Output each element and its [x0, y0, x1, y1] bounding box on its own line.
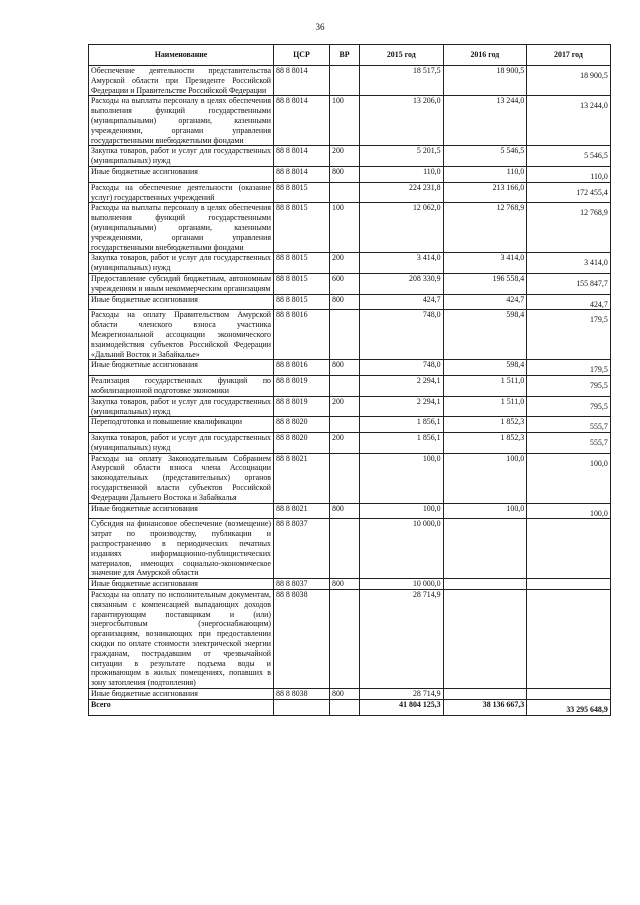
row-2016-cell: 1 511,0 [443, 376, 527, 397]
row-vr-cell [330, 182, 360, 203]
row-2015-cell: 10 000,0 [360, 519, 444, 579]
row-vr-cell: 100 [330, 203, 360, 253]
row-2017-cell [527, 689, 611, 700]
row-2016-cell [443, 519, 527, 579]
row-name-cell: Обеспечение деятельности представительства Амурской области при Президенте Российской Федерации и Правительстве Российской Федерации [89, 66, 274, 96]
row-2016-cell: 12 768,9 [443, 203, 527, 253]
row-csr-cell: 88 8 8014 [274, 166, 330, 182]
row-name-cell: Иные бюджетные ассигнования [89, 166, 274, 182]
table-row [89, 433, 611, 454]
row-2017-cell: 100,0 [527, 503, 611, 519]
row-2015-cell: 424,7 [360, 294, 444, 310]
table-row [89, 417, 611, 433]
row-csr-cell: 88 8 8014 [274, 96, 330, 146]
row-name-cell: Закупка товаров, работ и услуг для государственных (муниципальных) нужд [89, 396, 274, 417]
row-csr-cell: 88 8 8015 [274, 253, 330, 274]
row-vr-cell: 600 [330, 273, 360, 294]
row-vr-cell: 800 [330, 360, 360, 376]
row-vr-cell: 800 [330, 579, 360, 590]
row-2015-cell: 1 856,1 [360, 433, 444, 454]
row-name-cell: Предоставление субсидий бюджетным, автономным учреждениям и иным некоммерческим организациям [89, 273, 274, 294]
row-name-cell: Расходы на выплаты персоналу в целях обеспечения выполнения функций государственными (муниципальными) органами, казенными учреждениями, органами управления государственными внебюджетными фондами [89, 203, 274, 253]
table-row [89, 503, 611, 519]
row-2017-cell: 155 847,7 [527, 273, 611, 294]
row-vr-cell: 200 [330, 253, 360, 274]
row-2015-cell: 2 294,1 [360, 396, 444, 417]
row-2016-cell: 110,0 [443, 166, 527, 182]
row-2017-cell: 555,7 [527, 433, 611, 454]
row-2016-cell: 18 900,5 [443, 66, 527, 96]
table-row [89, 360, 611, 376]
row-name-cell: Реализация государственных функций по мобилизационной подготовке экономики [89, 376, 274, 397]
row-vr-cell: 800 [330, 689, 360, 700]
row-2015-cell: 748,0 [360, 360, 444, 376]
row-2017-cell [527, 579, 611, 590]
row-2017-cell: 110,0 [527, 166, 611, 182]
table-row [89, 66, 611, 96]
row-name-cell: Закупка товаров, работ и услуг для государственных (муниципальных) нужд [89, 253, 274, 274]
row-csr-cell: 88 8 8015 [274, 203, 330, 253]
row-2017-cell: 172 455,4 [527, 182, 611, 203]
row-name-cell: Иные бюджетные ассигнования [89, 360, 274, 376]
row-csr-cell: 88 8 8015 [274, 294, 330, 310]
table-row [89, 590, 611, 689]
row-csr-cell: 88 8 8037 [274, 519, 330, 579]
table-row [89, 453, 611, 503]
table-row [89, 203, 611, 253]
row-name-cell: Иные бюджетные ассигнования [89, 294, 274, 310]
row-2016-cell [443, 689, 527, 700]
row-2017-cell: 18 900,5 [527, 66, 611, 96]
row-csr-cell: 88 8 8014 [274, 146, 330, 167]
row-2017-cell: 100,0 [527, 453, 611, 503]
row-vr-cell [330, 66, 360, 96]
row-vr-cell [330, 453, 360, 503]
row-csr-cell: 88 8 8021 [274, 453, 330, 503]
row-csr-cell: 88 8 8015 [274, 273, 330, 294]
row-2016-cell [443, 590, 527, 689]
header-2016: 2016 год [443, 45, 527, 66]
row-2015-cell: 110,0 [360, 166, 444, 182]
table-row [89, 182, 611, 203]
row-csr-cell: 88 8 8014 [274, 66, 330, 96]
row-2015-cell: 28 714,9 [360, 689, 444, 700]
row-2017-cell: 13 244,0 [527, 96, 611, 146]
row-name-cell: Закупка товаров, работ и услуг для государственных (муниципальных) нужд [89, 433, 274, 454]
row-2015-cell: 18 517,5 [360, 66, 444, 96]
row-csr-cell: 88 8 8038 [274, 590, 330, 689]
row-name-cell: Расходы на оплату Законодательным Собранием Амурской области взноса члена Ассоциации законодательных (представительных) органов государственной власти субъектов Российской Федерации Дальнего Востока и Забайкалья [89, 453, 274, 503]
row-csr-cell: 88 8 8016 [274, 360, 330, 376]
row-csr-cell [274, 699, 330, 715]
row-name-cell: Расходы на обеспечение деятельности (оказание услуг) государственных учреждений [89, 182, 274, 203]
row-2016-cell: 100,0 [443, 503, 527, 519]
row-2016-cell: 598,4 [443, 310, 527, 360]
table-row [89, 310, 611, 360]
header-2015: 2015 год [360, 45, 444, 66]
row-vr-cell [330, 519, 360, 579]
row-vr-cell: 100 [330, 96, 360, 146]
row-2016-cell: 1 852,3 [443, 433, 527, 454]
row-2015-cell: 100,0 [360, 503, 444, 519]
row-csr-cell: 88 8 8015 [274, 182, 330, 203]
row-2016-cell: 13 244,0 [443, 96, 527, 146]
row-name-cell: Всего [89, 699, 274, 715]
table-row [89, 166, 611, 182]
row-name-cell: Субсидия на финансовое обеспечение (возмещение) затрат по производству, публикации и распространению в периодических печатных изданиях информационно-публицистических материалов, имеющих социально-экономическое значение для Амурской области [89, 519, 274, 579]
row-name-cell: Переподготовка и повышение квалификации [89, 417, 274, 433]
row-2016-cell: 424,7 [443, 294, 527, 310]
header-csr: ЦСР [274, 45, 330, 66]
table-row [89, 519, 611, 579]
row-2017-cell: 795,5 [527, 376, 611, 397]
row-2017-cell: 33 295 648,9 [527, 699, 611, 715]
table-row [89, 146, 611, 167]
row-vr-cell [330, 376, 360, 397]
header-name: Наименование [89, 45, 274, 66]
row-vr-cell [330, 417, 360, 433]
header-2017: 2017 год [527, 45, 611, 66]
row-name-cell: Иные бюджетные ассигнования [89, 503, 274, 519]
row-2016-cell: 5 546,5 [443, 146, 527, 167]
row-vr-cell: 200 [330, 396, 360, 417]
row-name-cell: Расходы на оплату Правительством Амурской области членского взноса участника Межрегиональной ассоциации экономического взаимодействия субъектов Российской Федерации «Дальний Восток и Забайкалье» [89, 310, 274, 360]
header-row [89, 45, 611, 66]
table-row [89, 253, 611, 274]
table-row [89, 294, 611, 310]
row-csr-cell: 88 8 8019 [274, 376, 330, 397]
row-2015-cell: 2 294,1 [360, 376, 444, 397]
row-csr-cell: 88 8 8020 [274, 417, 330, 433]
budget-table [88, 44, 611, 716]
row-name-cell: Закупка товаров, работ и услуг для государственных (муниципальных) нужд [89, 146, 274, 167]
row-2017-cell: 424,7 [527, 294, 611, 310]
row-2015-cell: 13 206,0 [360, 96, 444, 146]
header-vr: ВР [330, 45, 360, 66]
row-2015-cell: 41 804 125,3 [360, 699, 444, 715]
row-2016-cell: 100,0 [443, 453, 527, 503]
row-2016-cell: 598,4 [443, 360, 527, 376]
row-2016-cell [443, 579, 527, 590]
row-vr-cell: 200 [330, 433, 360, 454]
row-csr-cell: 88 8 8021 [274, 503, 330, 519]
row-vr-cell: 200 [330, 146, 360, 167]
row-2017-cell: 5 546,5 [527, 146, 611, 167]
row-name-cell: Расходы на выплаты персоналу в целях обеспечения выполнения функций государственными (муниципальными) органами, казенными учреждениями, органами управления государственными внебюджетными фондами [89, 96, 274, 146]
page-number: 36 [315, 22, 325, 32]
row-2015-cell: 208 330,9 [360, 273, 444, 294]
row-name-cell: Расходы на оплату по исполнительным документам, связанным с компенсацией выпадающих доходов гарантирующим поставщикам и (или) энергосбытовым (энергоснабжающим) организациям, возникающих при предоставлении скидки по оплате стоимости электрической энергии гражданам, пострадавшим от чрезвычайной ситуации в результате подъема воды и проживающим в жилых помещениях, попавших в зону затопления (подтопления) [89, 590, 274, 689]
row-vr-cell: 800 [330, 166, 360, 182]
row-csr-cell: 88 8 8020 [274, 433, 330, 454]
row-2015-cell: 1 856,1 [360, 417, 444, 433]
row-2015-cell: 3 414,0 [360, 253, 444, 274]
row-vr-cell [330, 310, 360, 360]
row-2017-cell: 12 768,9 [527, 203, 611, 253]
row-vr-cell [330, 590, 360, 689]
row-2015-cell: 748,0 [360, 310, 444, 360]
row-2016-cell: 3 414,0 [443, 253, 527, 274]
row-2017-cell [527, 590, 611, 689]
row-2015-cell: 28 714,9 [360, 590, 444, 689]
row-vr-cell [330, 699, 360, 715]
row-csr-cell: 88 8 8016 [274, 310, 330, 360]
table-row [89, 689, 611, 700]
row-2016-cell: 1 852,3 [443, 417, 527, 433]
row-name-cell: Иные бюджетные ассигнования [89, 579, 274, 590]
table-row [89, 376, 611, 397]
row-2017-cell: 795,5 [527, 396, 611, 417]
row-2017-cell: 179,5 [527, 310, 611, 360]
row-vr-cell: 800 [330, 503, 360, 519]
row-2016-cell: 38 136 667,3 [443, 699, 527, 715]
row-2017-cell: 179,5 [527, 360, 611, 376]
row-2017-cell: 555,7 [527, 417, 611, 433]
table-row [89, 96, 611, 146]
row-name-cell: Иные бюджетные ассигнования [89, 689, 274, 700]
row-2015-cell: 100,0 [360, 453, 444, 503]
row-2017-cell [527, 519, 611, 579]
table-row [89, 579, 611, 590]
row-2016-cell: 196 558,4 [443, 273, 527, 294]
row-2015-cell: 5 201,5 [360, 146, 444, 167]
row-csr-cell: 88 8 8019 [274, 396, 330, 417]
row-2015-cell: 224 231,8 [360, 182, 444, 203]
row-2016-cell: 1 511,0 [443, 396, 527, 417]
row-2016-cell: 213 166,0 [443, 182, 527, 203]
row-csr-cell: 88 8 8037 [274, 579, 330, 590]
row-vr-cell: 800 [330, 294, 360, 310]
row-csr-cell: 88 8 8038 [274, 689, 330, 700]
total-row [89, 699, 611, 715]
table-row [89, 273, 611, 294]
table-row [89, 396, 611, 417]
row-2017-cell: 3 414,0 [527, 253, 611, 274]
row-2015-cell: 12 062,0 [360, 203, 444, 253]
row-2015-cell: 10 000,0 [360, 579, 444, 590]
